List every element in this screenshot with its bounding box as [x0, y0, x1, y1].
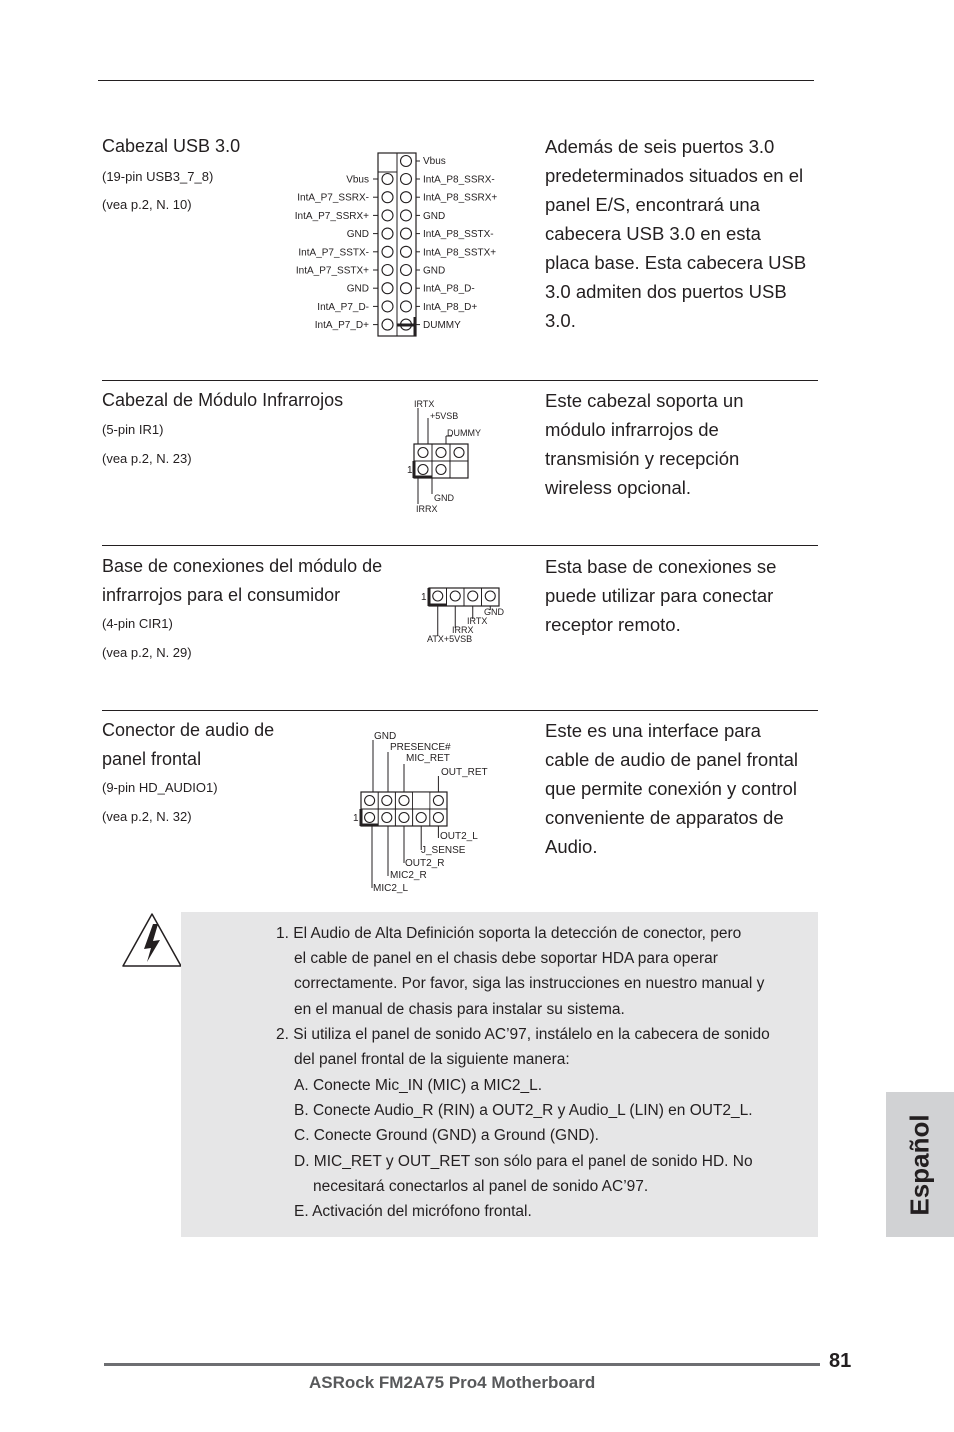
cir-title-line: infrarrojos para el consumidor	[102, 585, 341, 605]
usb3-pin-label-left: IntA_P7_SSRX-	[297, 192, 369, 204]
section-divider	[102, 710, 818, 711]
audio-label-mic2-l: MIC2_L	[373, 883, 409, 894]
cir-label-irtx: IRTX	[467, 616, 488, 626]
cir-title	[102, 552, 382, 610]
usb3-desc-line: placa base. Esta cabecera USB	[545, 252, 807, 273]
usb3-pin-top-label: Vbus	[423, 156, 446, 167]
ir-ref: (vea p.2, N. 23)	[102, 451, 192, 466]
ir-label-5vsb: +5VSB	[430, 411, 459, 421]
audio-desc-line: que permite conexión y control	[545, 778, 797, 799]
usb3-pin-label-right: IntA_P8_SSRX-	[423, 174, 495, 186]
usb3-pin-left	[382, 210, 393, 221]
audio-label-j-sense: J_SENSE	[421, 845, 466, 856]
usb3-pin-left	[382, 246, 393, 257]
cir-header-diagram	[415, 582, 515, 648]
usb3-pin-label-left: IntA_P7_D+	[314, 320, 369, 332]
ir-description	[545, 386, 744, 502]
usb3-pin-left	[382, 319, 393, 330]
audio-label-presence: PRESENCE#	[390, 742, 451, 753]
note-line: 1. El Audio de Alta Definición soporta la detección de conector, pero	[276, 925, 742, 942]
cir-label-pin1: 1	[421, 592, 427, 603]
audio-label-mic-ret: MIC_RET	[406, 753, 450, 764]
usb3-pin-label-left: GND	[346, 229, 369, 241]
usb3-pin-label-right: DUMMY	[423, 320, 461, 332]
ir-label-irrx: IRRX	[416, 504, 438, 514]
note-line: E. Activación del micrófono frontal.	[294, 1203, 532, 1220]
audio-ref: (vea p.2, N. 32)	[102, 809, 192, 824]
usb3-pin-label-left: IntA_P7_SSRX+	[294, 210, 369, 222]
ir-desc-line: módulo infrarrojos de	[545, 419, 719, 440]
note-line: 2. Si utiliza el panel de sonido AC’97, instálelo en la cabecera de sonido	[276, 1026, 770, 1043]
audio-header-diagram	[348, 726, 498, 898]
usb3-pin-left	[382, 228, 393, 239]
usb3-pin-label-left: IntA_P7_SSTX+	[295, 265, 369, 277]
usb3-pin-circles	[401, 156, 412, 167]
usb3-pin-right	[401, 174, 412, 185]
usb3-pin-right	[401, 265, 412, 276]
audio-desc-line: Audio.	[545, 836, 598, 857]
cir-desc-line: receptor remoto.	[545, 614, 681, 635]
audio-label-pin1: 1	[353, 813, 359, 824]
note-line: necesitará conectarlos al panel de sonido AC’97.	[313, 1178, 649, 1195]
usb3-desc-line: Además de seis puertos 3.0	[545, 136, 775, 157]
language-tab	[886, 1092, 954, 1237]
usb3-pin-label-right: GND	[423, 265, 446, 277]
ir-desc-line: wireless opcional.	[545, 477, 692, 498]
ir-label-gnd: GND	[434, 493, 454, 503]
ir-header-diagram	[400, 396, 500, 516]
page-number: 81	[829, 1350, 852, 1372]
cir-label-irrx: IRRX	[452, 625, 474, 635]
usb3-pin-label-left: GND	[346, 283, 369, 295]
audio-desc-line: cable de audio de panel frontal	[545, 749, 799, 770]
usb3-pin-right	[401, 228, 412, 239]
note-line: B. Conecte Audio_R (RIN) a OUT2_R y Audio_L (LIN) en OUT2_L.	[294, 1102, 753, 1119]
usb3-desc-line: 3.0.	[545, 310, 576, 331]
cir-desc-line: puede utilizar para conectar	[545, 585, 774, 606]
section-divider	[102, 545, 818, 546]
usb3-pin-label-right: IntA_P8_D+	[423, 301, 478, 313]
usb3-desc-line: predeterminados situados en el	[545, 165, 804, 186]
usb3-pin-label-right: IntA_P8_D-	[423, 283, 475, 295]
audio-label-out2-r: OUT2_R	[405, 858, 445, 869]
audio-desc-line: Este es una interface para	[545, 720, 761, 741]
usb3-pin-label-right: GND	[423, 210, 446, 222]
usb3-pin-right	[401, 301, 412, 312]
audio-label-out-ret: OUT_RET	[441, 767, 488, 778]
usb3-pin-left	[382, 174, 393, 185]
usb3-description	[545, 132, 806, 335]
ir-label-pin1: 1	[407, 465, 413, 476]
usb3-pin-right	[401, 283, 412, 294]
usb3-ref: (vea p.2, N. 10)	[102, 197, 192, 212]
note-line: A. Conecte Mic_IN (MIC) a MIC2_L.	[294, 1077, 543, 1094]
usb3-desc-line: panel E/S, encontrará una	[545, 194, 760, 215]
note-line: D. MIC_RET y OUT_RET son sólo para el panel de sonido HD. No	[294, 1153, 753, 1170]
language-tab-label: Español	[904, 1113, 935, 1216]
usb3-pin-right	[401, 210, 412, 221]
usb3-pin-right	[401, 246, 412, 257]
usb3-header-diagram	[280, 150, 520, 342]
usb3-desc-line: 3.0 admiten dos puertos USB	[545, 281, 787, 302]
audio-label-out2-l: OUT2_L	[440, 831, 478, 842]
usb3-pin-label-right: IntA_P8_SSTX-	[423, 229, 494, 241]
usb3-pin-left	[382, 301, 393, 312]
note-line: el cable de panel en el chasis debe soportar HDA para operar	[294, 950, 718, 967]
audio-title	[102, 716, 274, 774]
ir-desc-line: Este cabezal soporta un	[545, 390, 744, 411]
section-divider	[102, 380, 818, 381]
footer-rule	[104, 1363, 820, 1366]
usb3-pin-label-right: IntA_P8_SSRX+	[423, 192, 498, 204]
usb3-spec: (19-pin USB3_7_8)	[102, 169, 214, 184]
usb3-pin-right	[401, 192, 412, 203]
cir-desc-line: Esta base de conexiones se	[545, 556, 777, 577]
usb3-title: Cabezal USB 3.0	[102, 136, 241, 156]
note-line: C. Conecte Ground (GND) a Ground (GND).	[294, 1127, 599, 1144]
usb3-desc-line: cabecera USB 3.0 en esta	[545, 223, 761, 244]
usb3-pin-label-left: IntA_P7_SSTX-	[298, 247, 369, 259]
footer-title: ASRock FM2A75 Pro4 Motherboard	[309, 1373, 596, 1392]
audio-desc-line: conveniente de apparatos de	[545, 807, 784, 828]
top-rule	[98, 80, 814, 81]
usb3-pin-left	[382, 265, 393, 276]
ir-spec: (5-pin IR1)	[102, 422, 164, 437]
ir-label-irtx: IRTX	[414, 399, 435, 409]
cir-ref: (vea p.2, N. 29)	[102, 645, 192, 660]
audio-spec: (9-pin HD_AUDIO1)	[102, 780, 218, 795]
audio-label-mic2-r: MIC2_R	[390, 870, 427, 881]
ir-title: Cabezal de Módulo Infrarrojos	[102, 390, 344, 410]
warning-icon	[120, 910, 184, 970]
note-line: correctamente. Por favor, siga las instrucciones en nuestro manual y	[294, 975, 765, 992]
usb3-pin-label-left: Vbus	[346, 174, 369, 186]
usb3-pin-top	[401, 156, 412, 167]
usb3-pin-label-left: IntA_P7_D-	[317, 301, 369, 313]
audio-description	[545, 716, 798, 861]
ir-label-dummy: DUMMY	[447, 428, 481, 438]
cir-spec: (4-pin CIR1)	[102, 616, 173, 631]
audio-title-line: panel frontal	[102, 749, 202, 769]
note-line: en el manual de chasis para instalar su sistema.	[294, 1001, 625, 1018]
audio-label-gnd: GND	[374, 731, 397, 742]
cir-title-line: Base de conexiones del módulo de	[102, 556, 383, 576]
usb3-pin-left	[382, 192, 393, 203]
note-line: del panel frontal de la siguiente manera:	[294, 1051, 570, 1068]
usb3-pin-left	[382, 283, 393, 294]
cir-label-gnd: GND	[484, 607, 504, 617]
audio-title-line: Conector de audio de	[102, 720, 275, 740]
usb3-pin-label-right: IntA_P8_SSTX+	[423, 247, 497, 259]
cir-label-atx: ATX+5VSB	[427, 634, 473, 644]
ir-desc-line: transmisión y recepción	[545, 448, 740, 469]
cir-description	[545, 552, 776, 639]
